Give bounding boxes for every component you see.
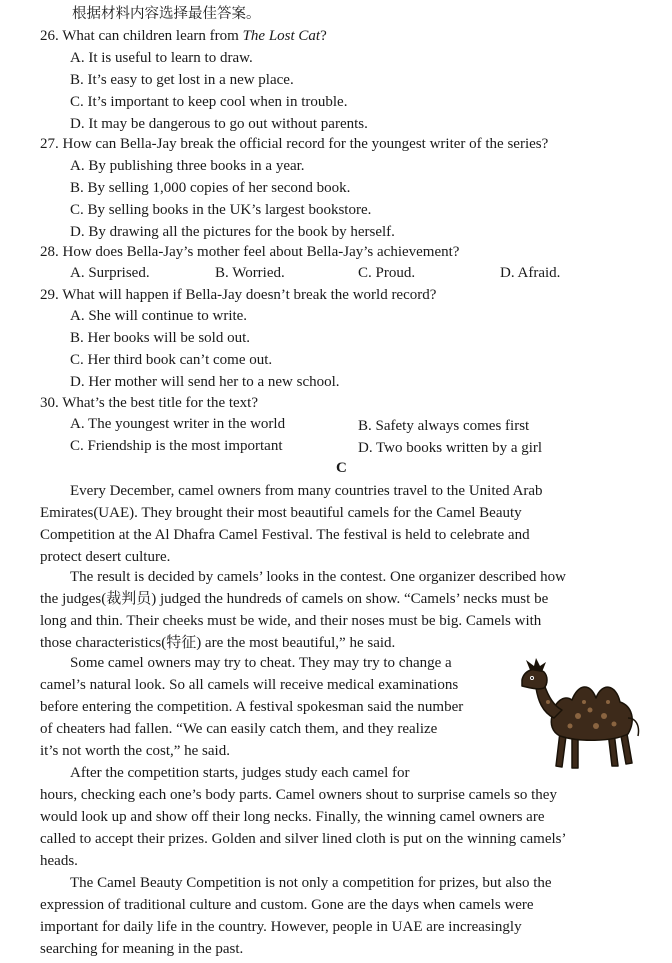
paragraph-line: Every December, camel owners from many countries travel to the United Arab <box>70 483 543 499</box>
q27-option-b[interactable]: B. By selling 1,000 copies of her second book. <box>70 180 351 196</box>
book-title: The Lost Cat <box>242 28 321 44</box>
passage-paragraph-2 <box>40 566 648 654</box>
paragraph-line: of cheaters had fallen. “We can easily catch them, and they realize <box>40 721 438 737</box>
q26-option-c[interactable]: C. It’s important to keep cool when in trouble. <box>70 94 348 110</box>
q29-option-b[interactable]: B. Her books will be sold out. <box>70 330 250 346</box>
q30-option-d[interactable]: D. Two books written by a girl <box>358 440 543 456</box>
passage-paragraph-4 <box>40 784 648 872</box>
question-29-stem: 29. What will happen if Bella-Jay doesn’t break the world record? <box>40 287 437 303</box>
paragraph-line: long and thin. Their cheeks must be wide, and their noses must be big. Camels with <box>40 613 542 629</box>
paragraph-line: Some camel owners may try to cheat. They may try to change a <box>70 655 452 671</box>
paragraph-line: expression of traditional culture and custom. Gone are the days when camels were <box>40 897 534 913</box>
paragraph-line: protect desert culture. <box>40 549 171 565</box>
q28-option-a[interactable]: A. Surprised. <box>70 265 150 281</box>
paragraph-line: The Camel Beauty Competition is not only a competition for prizes, but also the <box>70 875 552 891</box>
question-26-stem <box>40 26 327 46</box>
q27-option-c[interactable]: C. By selling books in the UK’s largest bookstore. <box>70 202 372 218</box>
paragraph-line: hours, checking each one’s body parts. Camel owners shout to surprise camels so they <box>40 787 557 803</box>
paragraph-line: camel’s natural look. So all camels will receive medical examinations <box>40 677 459 693</box>
q29-option-d[interactable]: D. Her mother will send her to a new school. <box>70 374 340 390</box>
q28-option-c[interactable]: C. Proud. <box>358 265 416 281</box>
paragraph-line: After the competition starts, judges study each camel for <box>70 765 410 781</box>
q30-option-a[interactable]: A. The youngest writer in the world <box>70 416 286 432</box>
paragraph-line: Emirates(UAE). They brought their most beautiful camels for the Camel Beauty <box>40 505 522 521</box>
passage-paragraph-5 <box>40 872 648 960</box>
paragraph-line: those characteristics(特征) are the most beautiful,” he said. <box>40 635 396 651</box>
q28-option-d[interactable]: D. Afraid. <box>500 265 561 281</box>
paragraph-line: it’s not worth the cost,” he said. <box>40 743 230 759</box>
instructions-header: 根据材料内容选择最佳答案。 <box>72 6 261 22</box>
question-26-stem-end: ? <box>320 28 327 44</box>
q26-option-b[interactable]: B. It’s easy to get lost in a new place. <box>70 72 294 88</box>
paragraph-line: searching for meaning in the past. <box>40 941 244 957</box>
q26-option-d[interactable]: D. It may be dangerous to go out without parents. <box>70 116 368 132</box>
paragraph-line: before entering the competition. A festival spokesman said the number <box>40 699 464 715</box>
paragraph-line: heads. <box>40 853 78 869</box>
q27-option-a[interactable]: A. By publishing three books in a year. <box>70 158 305 174</box>
q30-option-b[interactable]: B. Safety always comes first <box>358 418 530 434</box>
paragraph-line: the judges(裁判员) judged the hundreds of camels on show. “Camels’ necks must be <box>40 591 549 607</box>
camel-illustration <box>508 654 648 774</box>
paragraph-line: important for daily life in the country. However, people in UAE are increasingly <box>40 919 522 935</box>
question-30-stem: 30. What’s the best title for the text? <box>40 395 258 411</box>
paragraph-line: called to accept their prizes. Golden and silver lined cloth is put on the winning camels’ <box>40 831 567 847</box>
paragraph-line: The result is decided by camels’ looks in the contest. One organizer described how <box>70 569 566 585</box>
q29-option-c[interactable]: C. Her third book can’t come out. <box>70 352 273 368</box>
question-27-stem: 27. How can Bella-Jay break the official record for the youngest writer of the series? <box>40 136 549 152</box>
q27-option-d[interactable]: D. By drawing all the pictures for the book by herself. <box>70 224 395 240</box>
passage-paragraph-4-start <box>40 762 500 784</box>
q28-option-b[interactable]: B. Worried. <box>215 265 285 281</box>
q26-option-a[interactable]: A. It is useful to learn to draw. <box>70 50 253 66</box>
passage-paragraph-3 <box>40 652 500 762</box>
passage-paragraph-1 <box>40 480 648 568</box>
q30-option-c[interactable]: C. Friendship is the most important <box>70 438 283 454</box>
question-28-stem: 28. How does Bella-Jay’s mother feel about Bella-Jay’s achievement? <box>40 244 460 260</box>
paragraph-line: would look up and show off their long necks. Finally, the winning camel owners are <box>40 809 545 825</box>
section-label: C <box>336 460 347 476</box>
question-26-stem-text: 26. What can children learn from <box>40 28 243 44</box>
q29-option-a[interactable]: A. She will continue to write. <box>70 308 248 324</box>
paragraph-line: Competition at the Al Dhafra Camel Festival. The festival is held to celebrate and <box>40 527 530 543</box>
